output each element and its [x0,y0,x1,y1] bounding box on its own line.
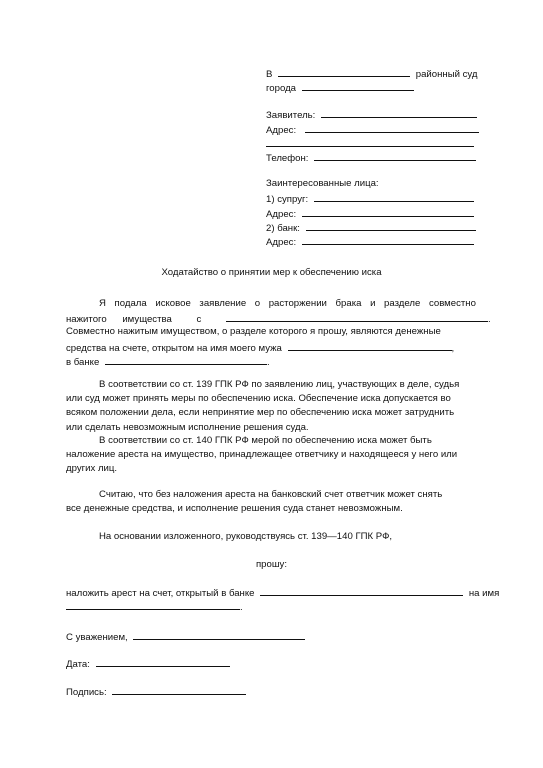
request-line-2: . [66,599,478,613]
request-heading: прошу: [255,559,288,570]
paragraph-filing-line-5: в банке . [66,354,476,368]
bank-address-blank [302,234,474,245]
spouse-address-label: Адрес: [266,208,297,220]
request-bank-blank [260,585,463,596]
city-blank [302,80,414,91]
paragraph-filing-line-1: Я подала исковое заявление о расторжении брака и разделе совместно [99,298,476,309]
phone-label: Телефон: [266,152,309,164]
addressee-block [266,66,478,248]
respect-blank [133,629,305,640]
applicant-label: Заявитель: [266,110,316,122]
bank-address-line [266,234,478,248]
bank-address-label: Адрес: [266,236,297,248]
signature-line: Подпись: [66,684,246,700]
respect-line: С уважением, [66,629,305,645]
spouse-label: 1) супруг: [266,194,309,206]
city-label: города [266,83,297,95]
request-text [66,585,500,614]
document-title: Ходатайство о принятии мер к обеспечению иска [161,267,382,278]
spouse-address-blank [302,206,474,217]
date-line: Дата: [66,656,230,672]
bank-line [266,220,478,234]
spouse-blank [314,191,474,202]
request-name-blank [66,599,240,610]
paragraph-basis: На основании изложенного, руководствуясь ст. 139—140 ГПК РФ, [99,531,393,542]
defendant-name-blank [226,311,488,322]
bank-label: 2) банк: [266,222,300,234]
paragraph-opinion: Считаю, что без наложения ареста на банковский счет ответчик может снять все денежные средства, и исполнение решения суда станет невозможным. [66,489,443,515]
spouse-address-line [266,206,478,220]
phone-blank [314,150,476,161]
paragraph-filing-line-2: нажитого имущества с . [66,311,476,325]
signature-blank [112,684,246,695]
court-line [266,66,478,80]
husband-name-blank [288,340,452,351]
city-line [266,80,478,94]
paragraph-filing-line-4: средства на счете, открытом на имя моего мужа , [66,340,476,354]
court-suffix: районный суд [415,69,478,80]
applicant-blank [321,107,477,118]
applicant-address-line [266,122,478,136]
request-line-1: наложить арест на счет, открытый в банке на имя [66,585,478,599]
phone-line [266,150,478,164]
applicant-line [266,107,478,121]
paragraph-art140: В соответствии со ст. 140 ГПК РФ мерой по обеспечению иска может быть наложение ареста на имущество, принадлежащее ответчику и находящееся у него или других лиц. [66,435,458,475]
bank-name-blank [105,354,267,365]
paragraph-art139: В соответствии со ст. 139 ГПК РФ по заявлению лиц, участвующих в деле, судья или суд может принять меры по обеспечению иска. Обеспечение иска допускается во всяком положении дела, если непринятие мер по обеспечению иска может затруднить или сделать невозможным исполнение решения суда. [66,379,460,433]
paragraph-filing-line-3: Совместно нажитым имуществом, о разделе которого я прошу, являются денежные [66,326,441,338]
paragraph-filing [66,297,491,368]
applicant-address-blank-2 [266,136,474,147]
bank-blank [306,220,476,231]
court-name-blank [278,66,410,77]
interested-parties-heading [266,177,478,191]
court-prefix: В [266,69,273,80]
spouse-line [266,191,478,205]
date-blank [96,656,230,667]
applicant-address-label: Адрес: [266,124,297,136]
applicant-address-blank [305,122,479,133]
interested-label: Заинтересованные лица: [266,178,379,190]
applicant-address-line-2 [266,136,478,150]
